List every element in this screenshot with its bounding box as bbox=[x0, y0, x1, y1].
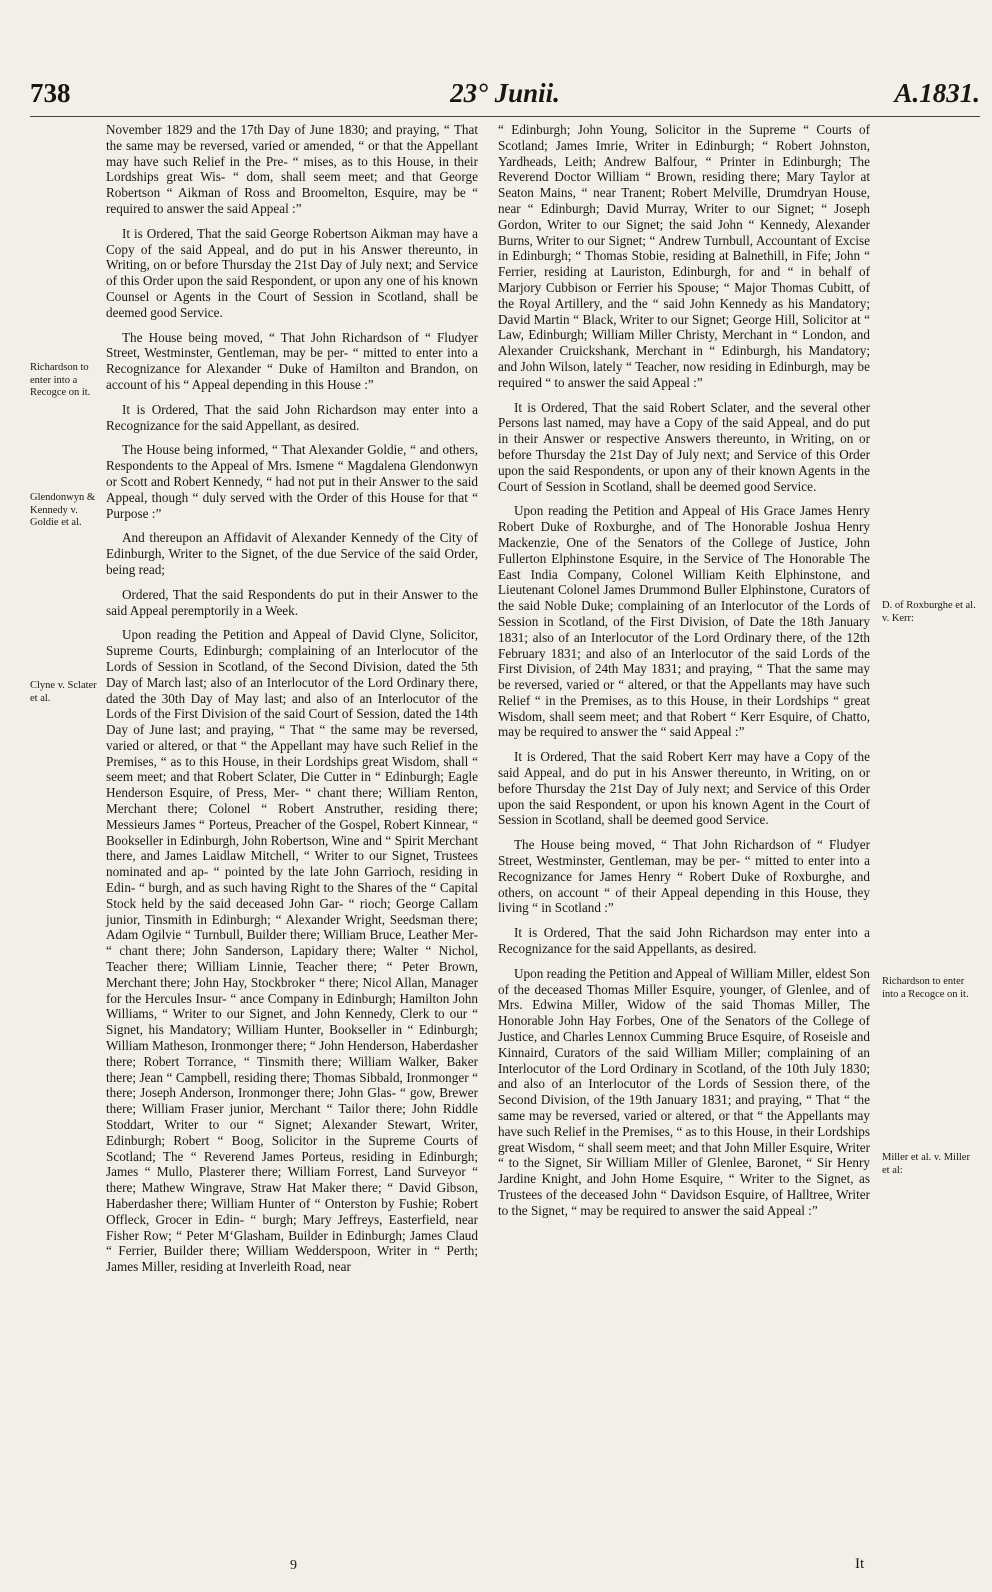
paragraph: The House being informed, “ That Alexander Goldie, “ and others, Respondents to the Appeal of Mrs. Ismene “ Magdalena Glendonwyn or Scott and Robert Kennedy, “ had not put in their Answer to the said Appeal, though “ duly served with the Order of this House for that “ Purpose :” bbox=[106, 442, 478, 521]
side-note-richardson-2: Richardson to enter into a Recogce on it. bbox=[882, 976, 969, 1000]
side-note-glendonwyn: Glendonwyn & Kennedy v. Goldie et al. bbox=[30, 492, 96, 528]
paragraph: November 1829 and the 17th Day of June 1830; and praying, “ That the same may be reversed, varied or amended, “ or that the Appellant may have such Relief in the Pre- “ mises, as to this House, in their Lordships great Wis- “ dom, shall seem meet; and that George Robertson “ Aikman of Ross and Broomelton, Esquire, may be “ required to answer the said Appeal :” bbox=[106, 122, 478, 216]
paragraph: “ Edinburgh; John Young, Solicitor in the Supreme “ Courts of Scotland; James Imrie, Writer in Edinburgh; “ Robert Johnston, Yardheads, Leith; Andrew Balfour, “ Printer in Edinburgh; The Reverend Doctor William “ Brown, residing there; Mary Taylor at Seaton Mains, “ near Tranent; Robert Melville, Drumdryan House, near “ Edinburgh; David Murray, Writer to our Signet; “ Joseph Gordon, Writer to our Signet; the said John “ Kennedy, Alexander Burns, Writer to our Signet; “ Andrew Turnbull, Accountant of Excise in Edinburgh; “ Thomas Stobie, residing at Balnethill, in Fife; John “ Ferrier, residing at Lauriston, Edinburgh, for and “ in behalf of Marjory Cubbison or Ferrier his Spouse; “ Major Thomas Cubitt, of the Royal Artillery, and the “ said John Kennedy as his Mandatory; David Martin “ Black, Writer to our Signet; George Hill, Solicitor at “ Law, Edinburgh; William Miller Christy, Merchant in “ London, and Alexander Cruickshank, Merchant in “ Edinburgh, his Mandatory; and John Wilson, lately “ Teacher, now residing in Edinburgh, may be required “ to answer the said Appeal :” bbox=[498, 122, 870, 390]
page-header bbox=[30, 78, 980, 114]
side-note-roxburghe: D. of Roxburghe et al. v. Kerr: bbox=[882, 600, 976, 624]
left-column bbox=[106, 122, 478, 1284]
paragraph: The House being moved, “ That John Richardson of “ Fludyer Street, Westminster, Gentleman, may be per- “ mitted to enter into a Recognizance for James Henry “ Robert Duke of Roxburghe, and others, on account “ of their Appeal depending in this House, they living “ in Scotland :” bbox=[498, 837, 870, 916]
page-number: 738 bbox=[30, 78, 71, 108]
paragraph: Upon reading the Petition and Appeal of David Clyne, Solicitor, Supreme Courts, Edinburgh; complaining of an Interlocutor of the Lords of Session in Scotland, of the Second Division, dated the 5th Day of March last; also of an Interlocutor of the Lord Ordinary there, dated the 30th Day of May last; and also of an Interlocutor of the Lords of the First Division of the said Court of Session, dated the 14th Day of June last; and praying, “ That “ the same may be reversed, varied or altered, or that “ the Appellant may have such Relief in the Premises, “ as to this House, in their Lordships great Wisdom, shall “ seem meet; and that Robert Sclater, Die Cutter in “ Edinburgh; Eagle Henderson Esquire, of Press, Mer- “ chant there; William Renton, Merchant there; Colonel “ Robert Anstruther, residing there; Messieurs James “ Porteus, Preacher of the Gospel, Robert Kinnear, “ Bookseller in Edinburgh, John Robertson, Wine and “ Spirit Merchant there, and James Laidlaw Mitchell, “ Writer to our Signet, Trustees nominated and ap- “ pointed by the late John Garrioch, residing in Edin- “ burgh, and as such having Right to the Shares of the “ Capital Stock held by the said deceased John Gar- “ rioch; George Callam junior, Tinsmith in Edinburgh; “ Alexander Wright, Seedsman there; Adam Ogilvie “ Turnbull, Builder there; William Bruce, Leather Mer- “ chant there; John Sanderson, Lapidary there; Walter “ Nichol, Teacher there; William Linnie, Teacher there; “ Peter Brown, Merchant there; John Hay, Stockbroker “ there; Nicol Allan, Manager for the Hercules Insur- “ ance Company in Edinburgh; Hamilton John Williams, “ Writer to our Signet, and John Kennedy, Clerk to our “ Signet, his Mandatory; William Hunter, Bookseller in “ Edinburgh; William Matheson, Ironmonger there; “ John Henderson, Haberdasher there; Robert Torrance, “ Tinsmith there; William Walker, Baker there; Jean “ Campbell, residing there; Thomas Sibbald, Ironmonger “ there; Joseph Anderson, Ironmonger there; John Glas- “ gow, Brewer there; William Fraser junior, Merchant “ Tailor there; John Riddle Stoddart, Writer to our “ Signet; Alexander Stewart, Writer, Edinburgh; Robert “ Boog, Solicitor in the Supreme Courts of Scotland; The “ Reverend James Porteus, residing in Edinburgh; James “ Mullo, Plasterer there; William Forrest, Land Surveyor “ there; Mathew Wingrave, Straw Hat Maker there; “ David Gibson, Haberdasher there; William Hunter of “ Onterston by Fushie; Robert Offleck, Grocer in Edin- “ burgh; Mary Jeffreys, Easterfield, near Fisher Row; “ Peter M‘Glasham, Builder in Edinburgh; James Claud “ Ferrier, Builder there; William Wedderspoon, Writer in “ Perth; James Miller, residing at Inverleith Road, near bbox=[106, 627, 478, 1275]
catchword: It bbox=[855, 1556, 865, 1572]
paragraph: Ordered, That the said Respondents do put in their Answer to the said Appeal peremptorily in a Week. bbox=[106, 586, 478, 618]
paragraph: It is Ordered, That the said Robert Sclater, and the several other Persons last named, may have a Copy of the said Appeal, and do put in their Answer or respective Answers thereunto, in Writing, on or before Thursday the 21st Day of July next; and Service of this Order upon the said Respondents, or upon any of their known Agents in the Court of Session in Scotland, shall be deemed good Service. bbox=[498, 399, 870, 494]
paragraph: And thereupon an Affidavit of Alexander Kennedy of the City of Edinburgh, Writer to the Signet, of the due Service of the said Order, being read; bbox=[106, 530, 478, 577]
paragraph: It is Ordered, That the said George Robertson Aikman may have a Copy of the said Appeal, and do put in his Answer thereunto, in Writing, on or before Thursday the 21st Day of July next; and Service of this Order upon the said Respondent, or upon any one of his known Counsel or Agents in the Court of Session in Scotland, shall be deemed good Service. bbox=[106, 225, 478, 320]
paragraph: The House being moved, “ That John Richardson of “ Fludyer Street, Westminster, Gentleman, may be per- “ mitted to enter into a Recognizance for Alexander “ Duke of Hamilton and Brandon, on account of his “ Appeal depending in this House :” bbox=[106, 329, 478, 392]
paragraph: It is Ordered, That the said Robert Kerr may have a Copy of the said Appeal, and do put in his Answer thereunto, in Writing, on or before Thursday the 21st Day of July next; and Service of this Order upon the said Respondent, or upon his known Agent in the Court of Session in Scotland, shall be deemed good Service. bbox=[498, 749, 870, 828]
signature-mark: 9 bbox=[290, 1558, 297, 1573]
side-note-miller: Miller et al. v. Miller et al: bbox=[882, 1152, 970, 1176]
paragraph: It is Ordered, That the said John Richardson may enter into a Recognizance for the said Appellants, as desired. bbox=[498, 925, 870, 957]
paragraph: It is Ordered, That the said John Richardson may enter into a Recognizance for the said Appellant, as desired. bbox=[106, 401, 478, 433]
running-head-year: A.1831. bbox=[894, 78, 980, 108]
paragraph: Upon reading the Petition and Appeal of William Miller, eldest Son of the deceased Thomas Miller Esquire, younger, of Glenlee, and of Mrs. Edwina Miller, Widow of the said Thomas Miller, The Honorable John Hay Forbes, One of the Senators of the College of Justice, and Charles Lennox Cumming Bruce Esquire, of Roseisle and Kinnaird, Curators of the said William Miller; complaining of an Interlocutor of the Lord Ordinary in Scotland, of the 10th July 1830; and also of an Interlocutor of the Lords of Session there, of the Second Division, of the 19th January 1831; and praying, “ That “ the same may be reversed, varied or altered, or that “ the Appellants may have such Relief in the Premises, “ as to this House, in their Lordships great Wisdom, “ shall seem meet; and that John Miller Esquire, Writer “ to the Signet, Sir William Miller of Glenlee, Baronet, “ Sir Henry Jardine Knight, and John Home Esquire, “ Writer to the Signet, as Trustees of the deceased John “ Davidson Esquire, of Halltree, Writer to the Signet, “ may be required to answer the said Appeal :” bbox=[498, 965, 870, 1218]
right-column bbox=[498, 122, 870, 1228]
header-rule bbox=[30, 116, 980, 117]
side-note-richardson: Richardson to enter into a Recogce on it. bbox=[30, 362, 91, 398]
side-note-clyne: Clyne v. Sclater et al. bbox=[30, 680, 97, 704]
running-head-date: 23° Junii. bbox=[450, 78, 560, 108]
paragraph: Upon reading the Petition and Appeal of His Grace James Henry Robert Duke of Roxburghe, and of The Honorable Joshua Henry Mackenzie, One of the Senators of the College of Justice, John Fullerton Elphinstone Esquire, in the Service of The Honorable The East India Company, Colonel William Keith Elphinstone, and Lieutenant Colonel James Drummond Buller Elphinstone, Curators of the said Noble Duke; complaining of an Interlocutor of the Lords of Session in Scotland, of the First Division, of Date the 18th January 1831; also of an Interlocutor of the Lord Ordinary there, of the 12th February 1831; and also of an Interlocutor of the said Lords of the First Division, of 24th May 1831; and praying, “ That the same may be reversed, varied or “ altered, or that the Appellants may have such Relief “ in the Premises, as to this House, in their Lordships “ great Wisdom, shall seem meet; and that Robert “ Kerr Esquire, of Chatto, may be required to answer the “ said Appeal :” bbox=[498, 503, 870, 740]
